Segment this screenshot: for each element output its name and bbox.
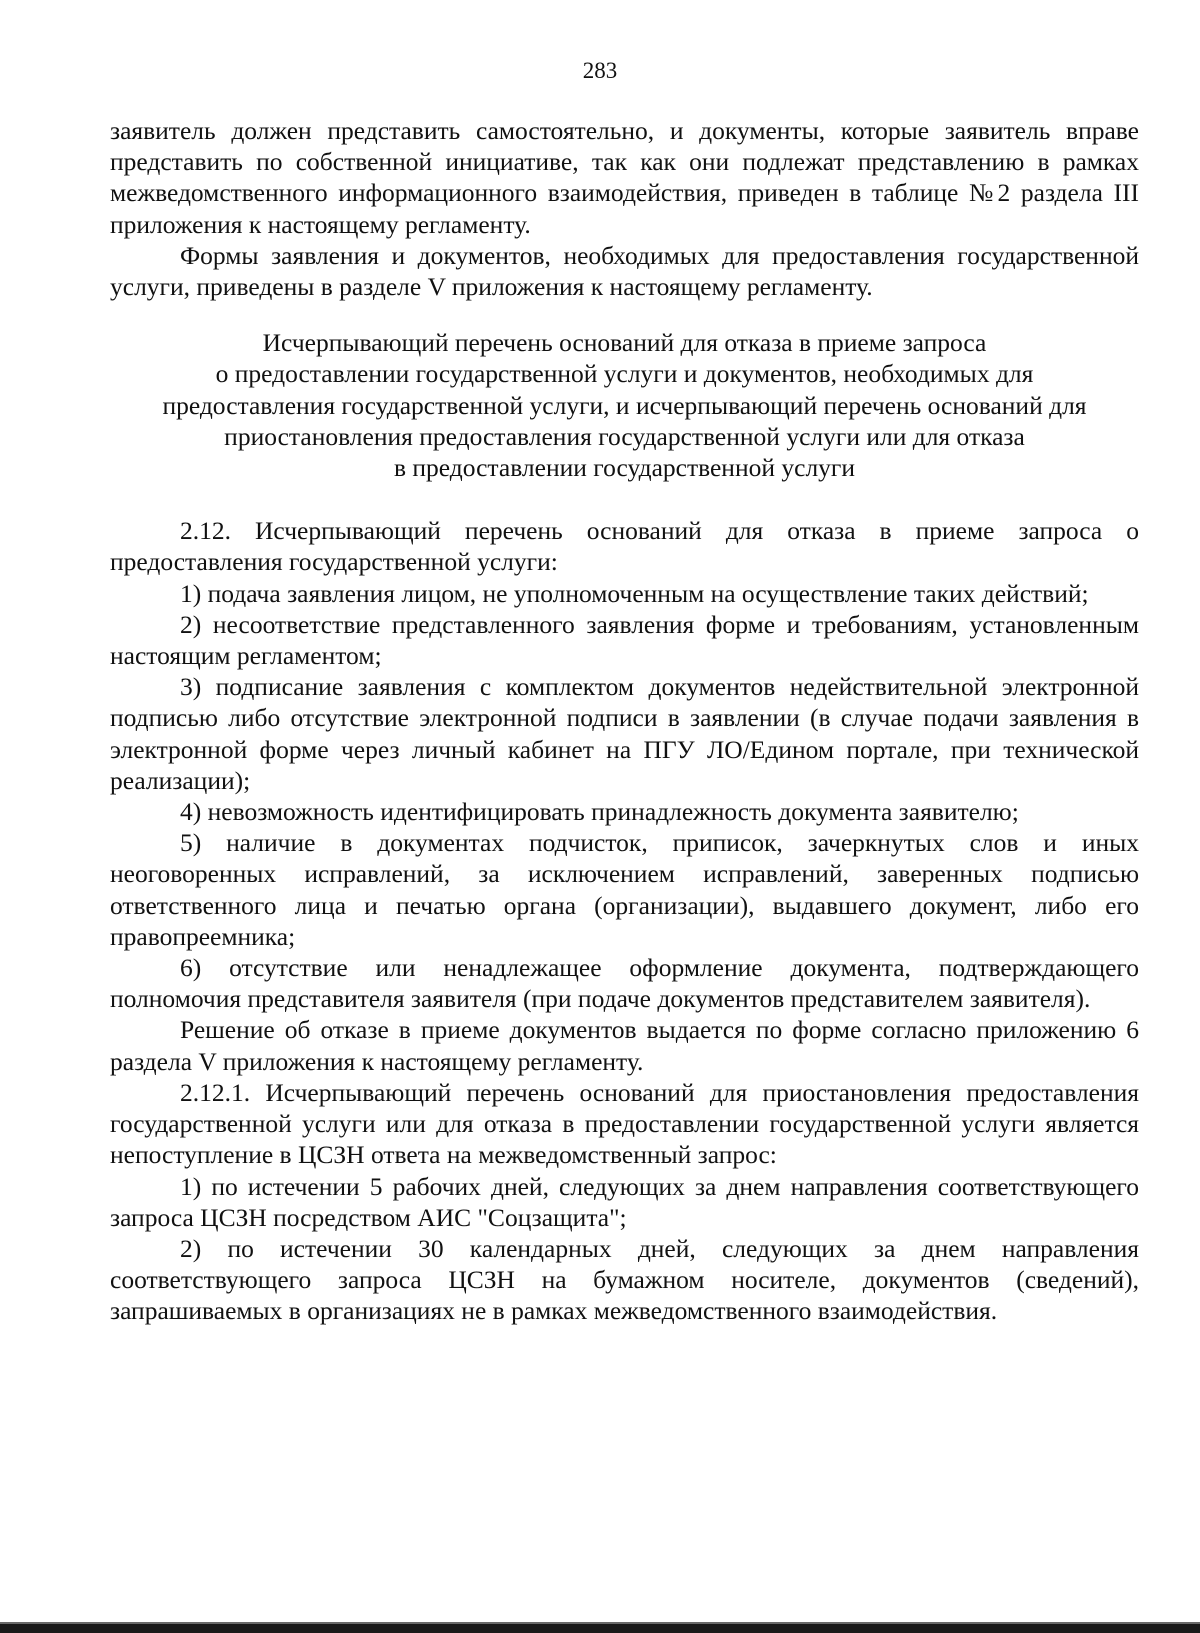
clause-2-12-intro: 2.12. Исчерпывающий перечень оснований для отказа в приеме запроса о предоставления государственной услуги:: [110, 516, 1139, 577]
clause-2-12-item: 2) несоответствие представленного заявления форме и требованиям, установленным настоящим регламентом;: [110, 609, 1139, 671]
clause-2-12-1-intro: 2.12.1. Исчерпывающий перечень оснований для приостановления предоставления государственной услуги или для отказа в предоставлении государственной услуги является непоступление в ЦСЗН ответа на межведомственный запрос:: [110, 1077, 1139, 1170]
clause-2-12-1-item: 2) по истечении 30 календарных дней, следующих за днем направления соответствующего запроса ЦСЗН на бумажном носителе, документов (сведений), запрашиваемых в организациях не в рамках межведомственного взаимодействия.: [110, 1233, 1139, 1326]
clause-2-12-item: 5) наличие в документах подчисток, приписок, зачеркнутых слов и иных неоговоренных исправлений, за исключением исправлений, заверенных подписью ответственного лица и печатью органа (организации), выдавшего документ, либо его правопреемника;: [110, 828, 1139, 951]
heading-line: приостановления предоставления государственной услуги или для отказа: [224, 421, 1025, 451]
document-body: [110, 115, 1139, 1327]
page-number: 283: [582, 58, 618, 83]
clause-2-12-item: 4) невозможность идентифицировать принадлежность документа заявителю;: [180, 797, 1019, 827]
clause-2-12-decision: Решение об отказе в приеме документов выдается по форме согласно приложению 6 раздела V приложения к настоящему регламенту.: [110, 1015, 1139, 1076]
clause-2-12-1-item: 1) по истечении 5 рабочих дней, следующих за днем направления соответствующего запроса ЦСЗН посредством АИС "Соцзащита";: [110, 1171, 1139, 1232]
heading-line: в предоставлении государственной услуги: [393, 453, 856, 483]
heading-line: о предоставлении государственной услуги и документов, необходимых для: [215, 359, 1034, 389]
paragraph-intro-continuation: заявитель должен представить самостоятельно, и документы, которые заявитель вправе представить по собственной инициативе, так как они подлежат представлению в рамках межведомственного информационного взаимодействия, приведен в таблице №2 раздела III приложения к настоящему регламенту.: [110, 116, 1139, 239]
paragraph-forms: Формы заявления и документов, необходимых для предоставления государственной услуги, приведены в разделе V приложения к настоящему регламенту.: [110, 240, 1139, 302]
scan-bottom-edge: [0, 1624, 1200, 1633]
section-heading: [110, 327, 1139, 483]
clause-2-12-item: 1) подача заявления лицом, не уполномоченным на осуществление таких действий;: [180, 578, 1089, 608]
clause-2-12-item: 3) подписание заявления с комплектом документов недействительной электронной подписью либо отсутствие электронной подписи в заявлении (в случае подачи заявления в электронной форме через личный кабинет на ПГУ ЛО/Едином портале, при технической реализации);: [110, 672, 1139, 795]
clause-2-12-item: 6) отсутствие или ненадлежащее оформление документа, подтверждающего полномочия представителя заявителя (при подаче документов представителем заявителя).: [110, 953, 1139, 1014]
heading-line: предоставления государственной услуги, и исчерпывающий перечень оснований для: [162, 390, 1087, 420]
heading-line: Исчерпывающий перечень оснований для отказа в приеме запроса: [262, 328, 987, 358]
